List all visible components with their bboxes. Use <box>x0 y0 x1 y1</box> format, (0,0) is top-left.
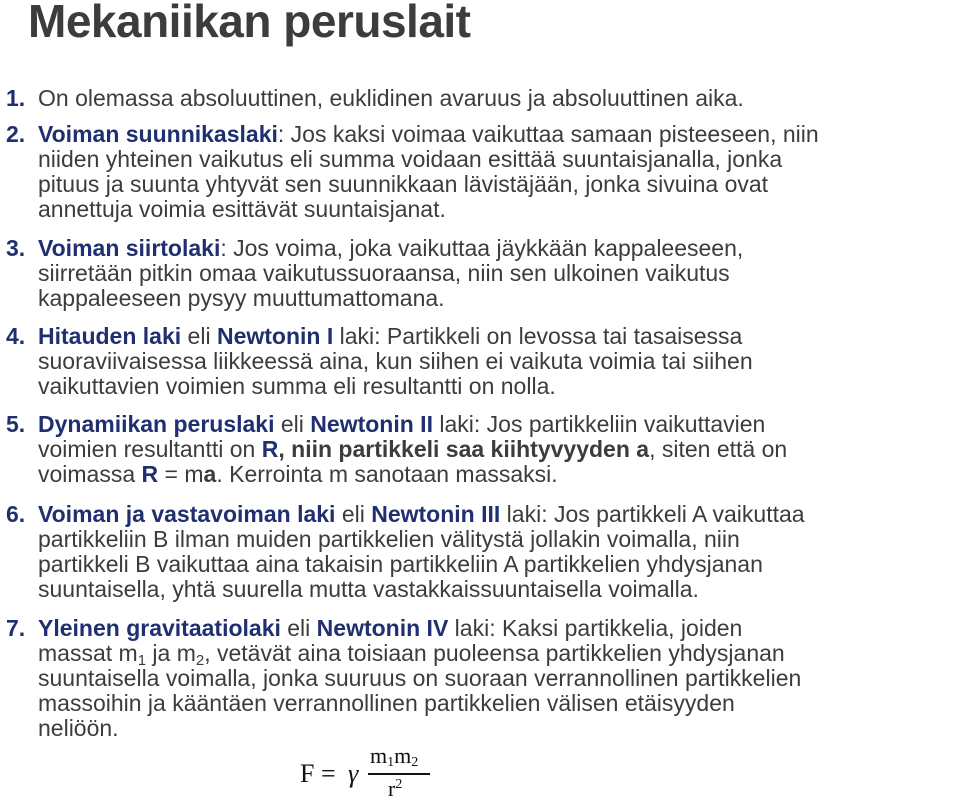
item-text: partikkeli B vaikuttaa aina takaisin partikkeliin A partikkelien yhdysjanan <box>38 551 763 577</box>
connector-text: eli <box>181 323 217 349</box>
list-item-4 <box>6 323 950 399</box>
item-text: = m <box>158 461 204 487</box>
item-text: , niin partikkeli saa kiihtyvyyden <box>278 436 637 462</box>
law-term: Dynamiikan peruslaki <box>38 411 275 437</box>
gravitation-formula <box>300 745 440 807</box>
connector-text: eli <box>280 615 317 641</box>
item-number: 2. <box>6 121 26 147</box>
item-text: ja m <box>146 640 196 666</box>
formula-lhs: F = <box>300 759 336 788</box>
item-text: : Jos voima, joka vaikuttaa jäykkään kappaleeseen, <box>220 235 744 261</box>
list-item-3 <box>6 235 950 311</box>
subscript: 1 <box>137 652 147 669</box>
item-text: laki: Kaksi partikkelia, joiden <box>448 615 743 641</box>
newton-law-name: Newtonin II <box>310 411 433 437</box>
item-text: niiden yhteinen vaikutus eli summa voidaan esittää suuntaisjanalla, jonka <box>38 146 783 172</box>
item-number: 1. <box>6 85 26 111</box>
law-term: Voiman suunnikaslaki <box>38 121 278 147</box>
formula-denominator: $r^2$ <box>388 776 403 801</box>
item-text: voimassa <box>38 461 142 487</box>
page-title: Mekaniikan peruslait <box>28 0 471 47</box>
list-item-2 <box>6 121 950 222</box>
connector-text: eli <box>274 411 311 437</box>
newton-law-name: Newtonin I <box>216 323 334 349</box>
item-text: kappaleeseen pysyy muuttumattomana. <box>38 285 445 311</box>
list-item-6 <box>6 501 950 602</box>
newton-law-name: Newtonin III <box>371 501 501 527</box>
vector-symbol: R <box>141 461 159 487</box>
item-number: 6. <box>6 501 26 527</box>
item-text: vaikuttavien voimien summa eli resultantti on nolla. <box>38 373 556 399</box>
item-text: . Kerrointa m sanotaan massaksi. <box>216 461 558 487</box>
item-text: partikkeliin B ilman muiden partikkelien välitystä jollakin voimalla, niin <box>38 526 740 552</box>
vector-symbol: a <box>636 436 650 462</box>
vector-symbol: R <box>261 436 279 462</box>
item-text: massoihin ja kääntäen verrannollinen partikkelien välisen etäisyyden <box>38 690 735 716</box>
fraction-bar <box>368 773 430 775</box>
item-text: laki: Jos partikkeli A vaikuttaa <box>500 501 805 527</box>
formula-numerator: m1m2 <box>370 743 419 770</box>
subscript: 2 <box>195 652 205 669</box>
item-text: : Jos kaksi voimaa vaikuttaa samaan pisteeseen, niin <box>277 121 819 147</box>
item-text: , siten että on <box>649 436 788 462</box>
item-text: annettuja voimia esittävät suuntaisjanat. <box>38 196 446 222</box>
item-text: On olemassa absoluuttinen, euklidinen avaruus ja absoluuttinen aika. <box>38 85 744 111</box>
item-text: suuntaisella voimalla, jonka suuruus on suoraan verrannollinen partikkelien <box>38 665 802 691</box>
list-item-5 <box>6 411 950 487</box>
list-item-7 <box>6 615 950 741</box>
law-term: Voiman ja vastavoiman laki <box>38 501 336 527</box>
list-item-1 <box>6 85 950 111</box>
law-term: Hitauden laki <box>38 323 182 349</box>
item-text: siirretään pitkin omaa vaikutussuoraansa, niin sen ulkoinen vaikutus <box>38 260 730 286</box>
vector-symbol: a <box>203 461 217 487</box>
item-number: 5. <box>6 411 26 437</box>
item-text: neliöön. <box>38 715 119 741</box>
item-number: 7. <box>6 615 26 641</box>
item-text: laki: Jos partikkeliin vaikuttavien <box>432 411 766 437</box>
law-term: Yleinen gravitaatiolaki <box>38 615 281 641</box>
item-text: suoraviivaisessa liikkeessä aina, kun siihen ei vaikuta voimia tai siihen <box>38 348 753 374</box>
item-text: pituus ja suunta yhtyvät sen suunnikkaan lävistäjään, jonka sivuina ovat <box>38 171 769 197</box>
gamma-symbol: γ <box>348 759 359 788</box>
item-number: 3. <box>6 235 26 261</box>
law-term: Voiman siirtolaki <box>38 235 221 261</box>
item-text: suuntaisella, yhtä suurella mutta vastakkaissuuntaisella voimalla. <box>38 576 699 602</box>
item-text: voimien resultantti on <box>38 436 262 462</box>
item-text: laki: Partikkeli on levossa tai tasaisessa <box>333 323 743 349</box>
item-text: , vetävät aina toisiaan puoleensa partikkelien yhdysjanan <box>204 640 785 666</box>
connector-text: eli <box>335 501 372 527</box>
item-number: 4. <box>6 323 26 349</box>
newton-law-name: Newtonin IV <box>316 615 449 641</box>
item-text: massat m <box>38 640 138 666</box>
